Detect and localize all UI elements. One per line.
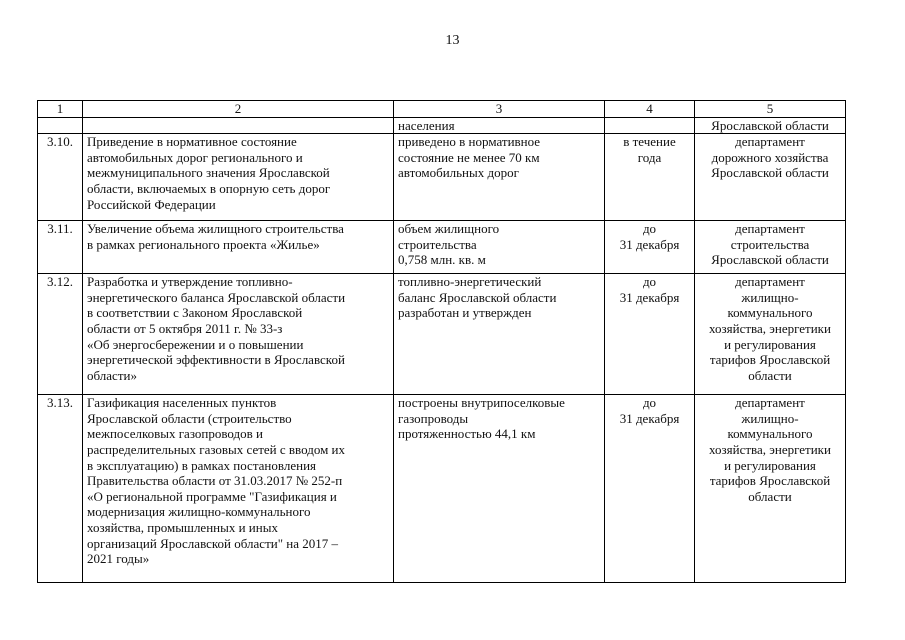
row-number: 3.11.: [38, 221, 83, 274]
row-result: объем жилищного строительства 0,758 млн. кв. м: [394, 221, 605, 274]
row-action: Увеличение объема жилищного строительства в рамках регионального проекта «Жилье»: [83, 221, 394, 274]
header-col-3: 3: [394, 101, 605, 118]
row-number: 3.12.: [38, 274, 83, 395]
plan-table: [37, 100, 846, 583]
row-action: Газификация населенных пунктов Ярославской области (строительство межпоселковых газопроводов и распределительных газовых сетей с вводом их в эксплуатацию) в рамках постановления Правительства области от 31.03.2017 № 252-п «О региональной программе "Газификация и модернизация жилищно-коммунального хозяйства, промышленных и иных организаций Ярославской области" на 2017 – 2021 годы»: [83, 395, 394, 583]
continuation-responsible-cell: Ярославской области: [695, 117, 846, 134]
row-number: 3.13.: [38, 395, 83, 583]
table-row: [38, 395, 846, 583]
row-deadline: до 31 декабря: [605, 274, 695, 395]
header-col-5: 5: [695, 101, 846, 118]
header-col-1: 1: [38, 101, 83, 118]
row-deadline: до 31 декабря: [605, 221, 695, 274]
page-number: 13: [445, 33, 460, 48]
table-header-row: [38, 101, 846, 118]
row-result: топливно-энергетический баланс Ярославской области разработан и утвержден: [394, 274, 605, 395]
header-col-2: 2: [83, 101, 394, 118]
row-deadline: до 31 декабря: [605, 395, 695, 583]
header-col-4: 4: [605, 101, 695, 118]
table-row: [38, 134, 846, 221]
row-responsible: департамент строительства Ярославской области: [695, 221, 846, 274]
table-row: [38, 274, 846, 395]
row-number: 3.10.: [38, 134, 83, 221]
continuation-row: [38, 117, 846, 134]
continuation-result-cell: населения: [394, 117, 605, 134]
row-action: Разработка и утверждение топливно- энергетического баланса Ярославской области в соответствии с Законом Ярославской области от 5 октября 2011 г. № 33-з «Об энергосбережении и о повышении энергетической эффективности в Ярославской области»: [83, 274, 394, 395]
row-result: приведено в нормативное состояние не менее 70 км автомобильных дорог: [394, 134, 605, 221]
continuation-deadline-cell: [605, 117, 695, 134]
table-row: [38, 221, 846, 274]
row-responsible: департамент жилищно- коммунального хозяйства, энергетики и регулирования тарифов Ярославской области: [695, 395, 846, 583]
continuation-action-cell: [83, 117, 394, 134]
row-action: Приведение в нормативное состояние автомобильных дорог регионального и межмуниципального значения Ярославской области, включаемых в опорную сеть дорог Российской Федерации: [83, 134, 394, 221]
continuation-num-cell: [38, 117, 83, 134]
row-deadline: в течение года: [605, 134, 695, 221]
row-responsible: департамент дорожного хозяйства Ярославской области: [695, 134, 846, 221]
row-result: построены внутрипоселковые газопроводы протяженностью 44,1 км: [394, 395, 605, 583]
row-responsible: департамент жилищно- коммунального хозяйства, энергетики и регулирования тарифов Ярославской области: [695, 274, 846, 395]
